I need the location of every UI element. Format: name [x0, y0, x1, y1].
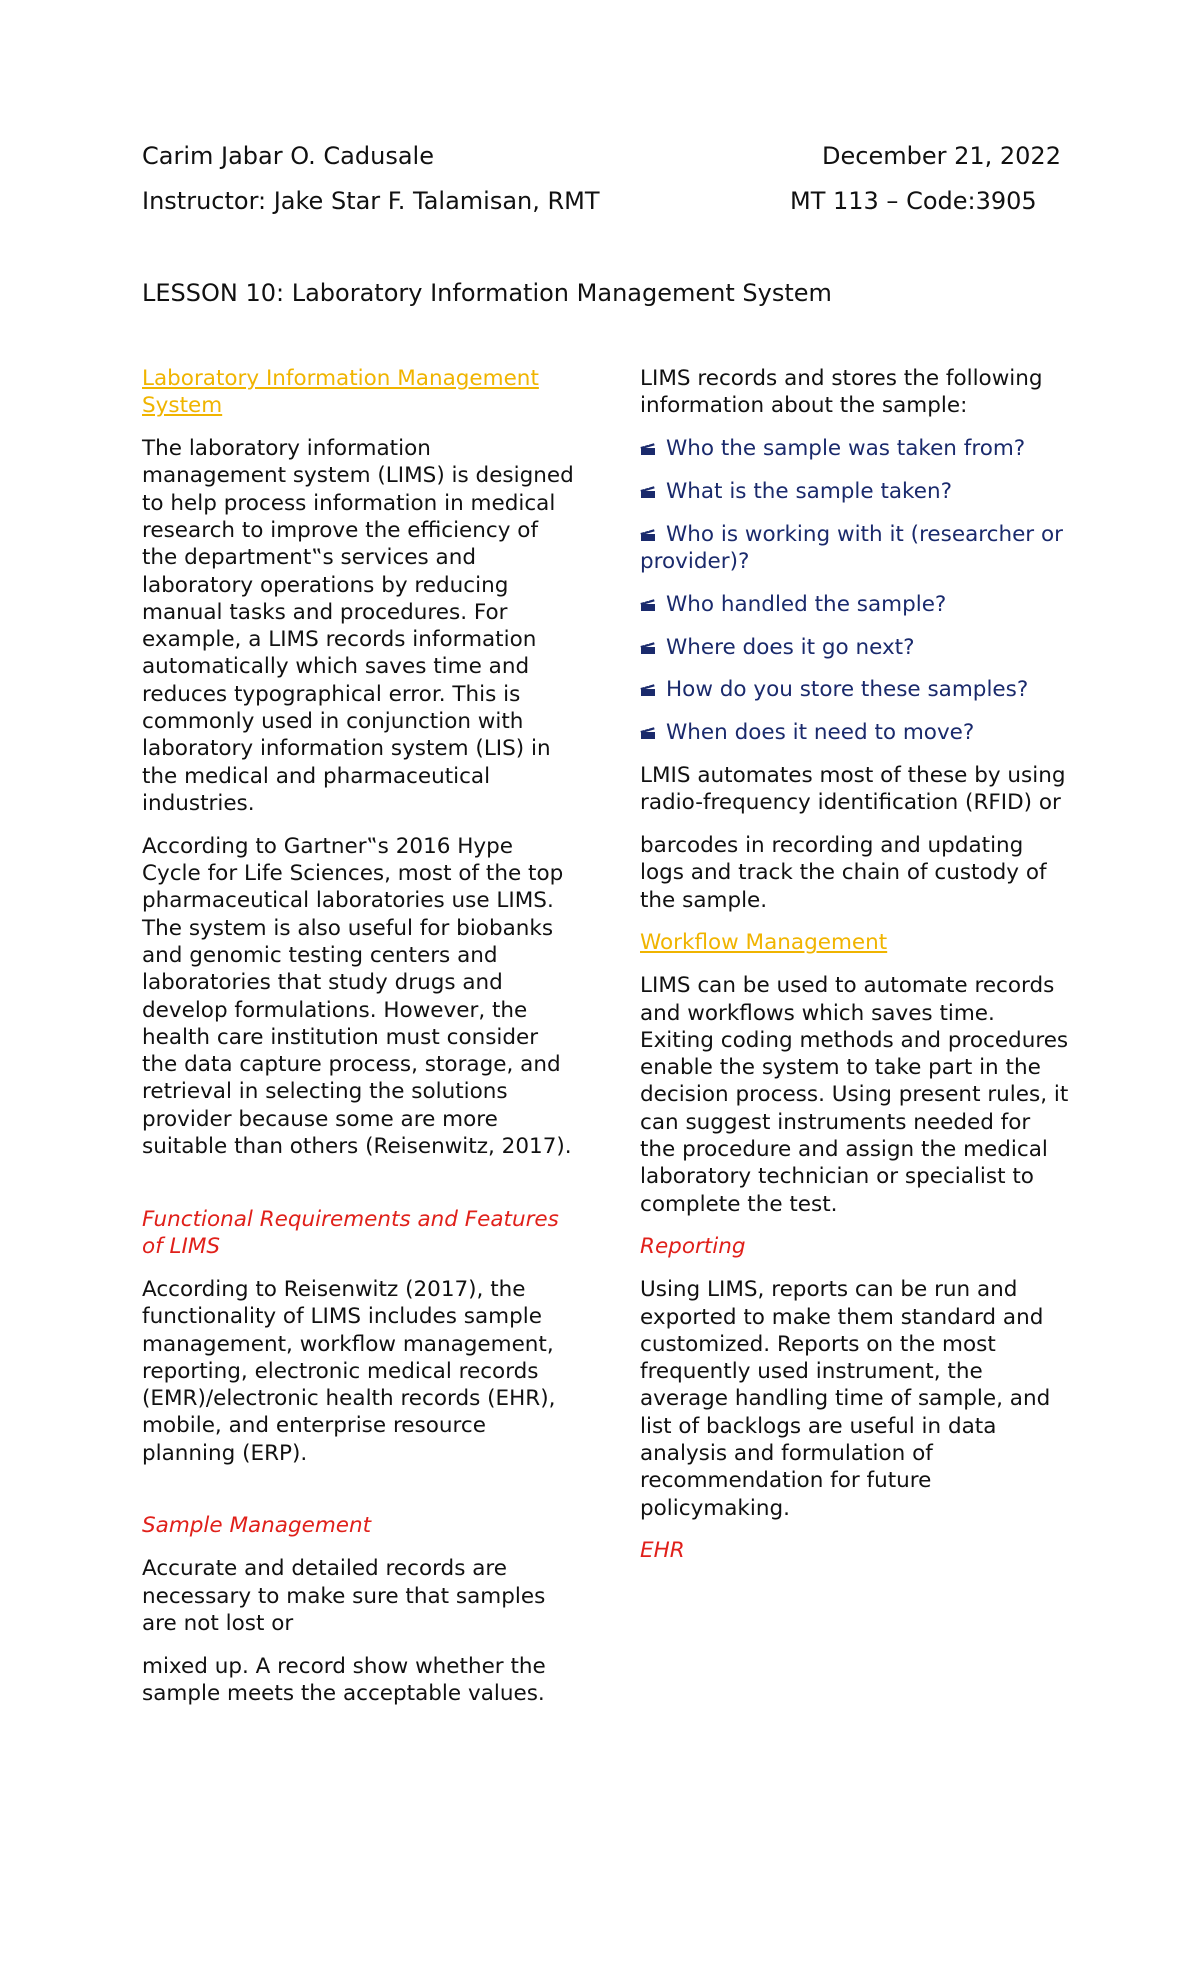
- clapperboard-icon: [640, 727, 656, 739]
- sample-info-list: [640, 435, 1070, 746]
- paragraph-functionality: According to Reisenwitz (2017), the functionality of LIMS includes sample management, workflow management, reporting, electronic medical records (EMR)/electronic health records (EHR), mobile, and enterprise resource planning (ERP).: [142, 1276, 556, 1466]
- right-column: [640, 365, 1070, 1580]
- clapperboard-icon: [640, 443, 656, 455]
- spacer: [142, 1482, 574, 1512]
- bullet-text: Who the sample was taken from?: [666, 436, 1026, 462]
- paragraph-reporting: Using LIMS, reports can be run and exported to make them standard and customized. Reports on the most frequently used instrument, the average handling time of sample, and list of backlogs are useful in data analysis and formulation of recommendation for future policymaking.: [640, 1277, 1051, 1521]
- list-item: [640, 591, 1070, 618]
- bullet-text: What is the sample taken?: [666, 478, 953, 504]
- list-item: [640, 634, 1070, 661]
- clapperboard-icon: [640, 486, 656, 498]
- clapperboard-icon: [640, 599, 656, 611]
- lesson-title: LESSON 10: Laboratory Information Management System: [142, 279, 832, 307]
- heading-functional-requirements: Functional Requirements and Features of LIMS: [142, 1206, 559, 1260]
- paragraph-barcodes: barcodes in recording and updating logs and track the chain of custody of the sample.: [640, 833, 1047, 913]
- clapperboard-icon: [640, 529, 656, 541]
- document-date: December 21, 2022: [822, 142, 1061, 170]
- paragraph-lims-intro: The laboratory information management system (LIMS) is designed to help process information in medical research to improve the efficiency of the department‟s services and laboratory operations by reducing manual tasks and procedures. For example, a LIMS records information automatically which saves time and reduces typographical error. This is commonly used in conjunction with laboratory information system (LIS) in the medical and pharmaceutical industries.: [142, 436, 574, 816]
- list-item: [640, 676, 1070, 703]
- heading-ehr: EHR: [640, 1538, 685, 1564]
- paragraph-lims-records-intro: LIMS records and stores the following information about the sample:: [640, 366, 1043, 419]
- bullet-text: Who handled the sample?: [666, 591, 947, 617]
- paragraph-gartner: According to Gartner‟s 2016 Hype Cycle for Life Sciences, most of the top pharmaceutical laboratories use LIMS. The system is also useful for biobanks and genomic testing centers and laboratories that study drugs and develop formulations. However, the health care institution must consider the data capture process, storage, and retrieval in selecting the solutions provider because some are more suitable than others (Reisenwitz, 2017).: [142, 833, 572, 1160]
- paragraph-workflow: LIMS can be used to automate records and workflows which saves time. Exiting coding methods and procedures enable the system to take part in the decision process. Using present rules, it can suggest instruments needed for the procedure and assign the medical laboratory technician or specialist to complete the test.: [640, 973, 1069, 1217]
- heading-sample-management: Sample Management: [142, 1513, 372, 1539]
- heading-workflow-management[interactable]: Workflow Management: [640, 930, 888, 956]
- paragraph-sample-mixed-up: mixed up. A record show whether the sample meets the acceptable values.: [142, 1653, 546, 1706]
- clapperboard-icon: [640, 642, 656, 654]
- list-item: [640, 435, 1070, 462]
- clapperboard-icon: [640, 684, 656, 696]
- list-item: [640, 719, 1070, 746]
- paragraph-rfid: LMIS automates most of these by using radio-frequency identification (RFID) or: [640, 762, 1066, 816]
- list-item: [640, 521, 1070, 576]
- heading-reporting: Reporting: [640, 1234, 746, 1260]
- spacer: [142, 1176, 574, 1206]
- bullet-text: When does it need to move?: [666, 720, 975, 746]
- heading-lims[interactable]: Laboratory Information Management System: [142, 366, 539, 419]
- paragraph-sample-records: Accurate and detailed records are necessary to make sure that samples are not lost or: [142, 1556, 546, 1636]
- bullet-text: How do you store these samples?: [666, 677, 1029, 703]
- bullet-text: Where does it go next?: [666, 634, 915, 660]
- bullet-text: Who is working with it (researcher or provider)?: [640, 521, 1063, 574]
- left-column: [142, 365, 574, 1723]
- author-name: Carim Jabar O. Cadusale: [142, 142, 434, 170]
- course-code: MT 113 – Code:3905: [790, 187, 1037, 215]
- list-item: [640, 478, 1070, 505]
- instructor-line: Instructor: Jake Star F. Talamisan, RMT: [142, 187, 600, 215]
